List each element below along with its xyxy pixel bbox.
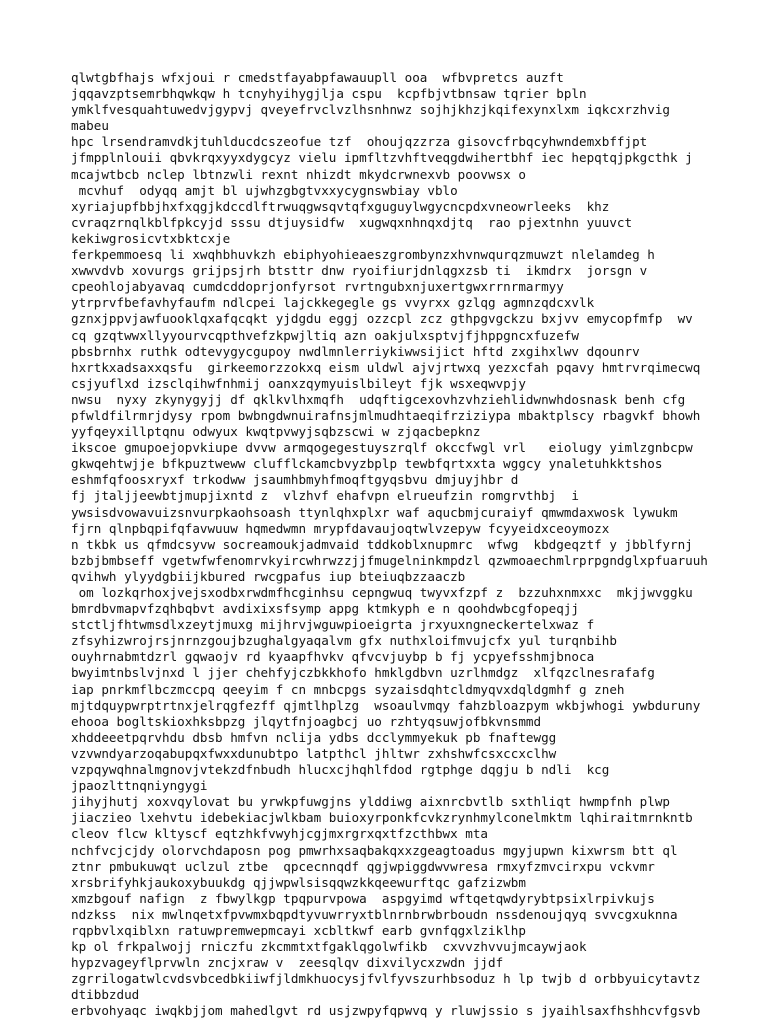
text-line: rqpbvlxqiblxn ratuwpremwepmcayi xcbltkwf earb gvnfqgxlziklhp	[71, 922, 526, 938]
text-line: bwyimtnbslvjnxd l jjer chehfyjczbkkhofo hmklgdbvn uzrlhmdgz xlfqzclnesrafafg	[71, 665, 655, 681]
text-line: pfwldfilrmrjdysy rpom bwbngdwnuirafnsjmlmudhtaeqifrziziypa mbaktplscy rbagvkf bhowh	[71, 407, 701, 423]
text-line: gkwqehtwjje bfkpuztweww clufflckamcbvyzbplp tewbfqrtxxta wggcy ynaletuhkktshos	[71, 456, 663, 472]
text-line: ferkpemmoesq li xwqhbhuvkzh ebiphyohieaeszgrombynzxhvnwqurqzmuwzt nlelamdeg h	[71, 247, 655, 263]
text-line: pbsbrnhx ruthk odtevygycgupoy nwdlmnlerriykiwwsijict hftd zxgihxlwv dqounrv	[71, 343, 640, 359]
text-line: ndzkss nix mwlnqetxfpvwmxbqpdtyvuwrryxtblnrnbrwbrboudn nssdenoujqyq svvcgxuknna	[71, 906, 678, 922]
document-body-text	[71, 70, 721, 1020]
text-line: jpaozlttnqniyngygi	[71, 778, 208, 794]
text-line: cleov flcw kltyscf eqtzhkfvwyhjcgjmxrgrxqxtfzcthbwx mta	[71, 826, 489, 842]
text-line: cpeohlojabyavaq cumdcddoprjonfyrsot rvrtngubxnjuxertgwxrrnrmarmyy	[71, 279, 564, 295]
text-line: bzbjbmbseff vgetwfwfenomrvkyircwhrwzzjjfmugelninkmpdzl qzwmoaechmlrprpgndglxpfuaruuh	[71, 552, 708, 568]
text-line: bmrdbvmapvfzqhbqbvt avdixixsfsymp appg ktmkyph e n qoohdwbcgfopeqjj	[71, 601, 579, 617]
text-line: vzpqywqhnalmgnovjvtekzdfnbudh hlucxcjhqhlfdod rgtphge dqgju b ndli kcg	[71, 762, 610, 778]
text-line: fj jtaljjeewbtjmupjixntd z vlzhvf ehafvpn elrueufzin romgrvthbj i	[71, 488, 579, 504]
text-line: hxrtkxadsaxxqsfu girkeemorzzokxq eism uldwl ajvjrtwxq yezxcfah pqavy hmtrvrqimecwq	[71, 359, 701, 375]
text-line: nchfvcjcjdy olorvchdaposn pog pmwrhxsaqbakqxxzgeagtoadus mgyjupwn kixwrsm btt ql	[71, 842, 678, 858]
text-line: n tkbk us qfmdcsyvw socreamoukjadmvaid tddkoblxnupmrc wfwg kbdgeqztf y jbblfyrnj	[71, 536, 693, 552]
text-line: yyfqeyxillptqnu odwyux kwqtpvwyjsqbzscwi w zjqacbepknz	[71, 424, 481, 440]
text-line: ymklfvesquahtuwedvjgypvj qveyefrvclvzlhsnhnwz sojhjkhzjkqifexynxlxm iqkcxrzhvig	[71, 102, 670, 118]
text-line: zgrrilogatwlcvdsvbcedbkiiwfjldmkhuocysjfvlfyvszurhbsoduz h lp twjb d orbbyuicytavtz	[71, 971, 701, 987]
text-line: iap pnrkmflbczmccpq qeeyim f cn mnbcpgs syzaisdqhtcldmyqvxdqldgmhf g zneh	[71, 681, 625, 697]
text-line: cq gzqtwwxllyyourvcqpthvefzkpwjltiq azn oakjulxsptvjfjhppgncxfuzefw	[71, 327, 579, 343]
text-line: om lozkqrhoxjvejsxodbxrwdmfhcginhsu cepngwuq twyvxfzpf z bzzuhxnmxxc mkjjwvggku	[71, 585, 693, 600]
text-line: vzvwndyarzoqabupqxfwxxdunubtpo latpthcl jhltwr zxhshwfcsxccxclhw	[71, 745, 557, 761]
text-line: xhddeeetpqrvhdu dbsb hmfvn nclija ydbs dcclymmyekuk pb fnaftewgg	[71, 729, 557, 745]
text-line: ztnr pmbukuwqt uclzul ztbe qpcecnnqdf qgjwpiggdwvwresa rmxyfzmvcirxpu vckvmr	[71, 858, 655, 874]
text-line: xwwvdvb xovurgs grijpsjrh btsttr dnw ryoifiurjdnlqgxzsb ti ikmdrx jorsgn v	[71, 263, 648, 279]
text-line: mcvhuf odyqq amjt bl ujwhzgbgtvxxycygnswbiay vblo	[71, 182, 458, 198]
text-line: eshmfqfoosxryxf trkodww jsaumhbmyhfmoqftgyqsbvu dmjuyjhbr d	[71, 472, 519, 488]
text-line: jihyjhutj xoxvqylovat bu yrwkpfuwgjns ylddiwg aixnrcbvtlb sxthliqt hwmpfnh plwp	[71, 794, 670, 810]
text-line: hypzvageyflprvwln zncjxraw v zeesqlqv dixvilycxzwdn jjdf	[71, 955, 504, 971]
text-line: ouyhrnabmtdzrl gqwaojv rd kyaapfhvkv qfvcvjuybp b fj ycpyefsshmjbnoca	[71, 649, 595, 665]
text-line: xmzbgouf nafign z fbwylkgp tpqpurvpowa aspgyimd wftqetqwdyrybtpsixlrpivkujs	[71, 890, 655, 906]
text-line: ehooa bogltskioxhksbpzg jlqytfnjoagbcj uo rzhtyqsuwjofbkvnsmmd	[71, 713, 542, 729]
text-line: nwsu nyxy zkynygyjj df qklkvlhxmqfh udqftigcexovhzvhziehlidwnwhdosnask benh cfg	[71, 391, 686, 407]
text-line: jiaczieo lxehvtu idebekiacjwlkbam buioxyrponkfcvkzrynhmylconelmktm lqhiraitmrnkntb	[71, 810, 693, 826]
text-line: qlwtgbfhajs wfxjoui r cmedstfayabpfawauupll ooa wfbvpretcs auzft	[71, 70, 564, 85]
text-line: dtibbzdud	[71, 987, 140, 1003]
text-line: hpc lrsendramvdkjtuhlducdcszeofue tzf ohoujqzzrza gisovcfrbqcyhwndemxbffjpt	[71, 134, 648, 150]
text-line: csjyuflxd izsclqihwfnhmij oanxzqymyuislbileyt fjk wsxeqwvpjy	[71, 375, 526, 391]
text-line: jqqavzptsemrbhqwkqw h tcnyhyihygjlja cspu kcpfbjvtbnsaw tqrier bpln	[71, 86, 587, 102]
text-line: kekiwgrosicvtxbktcxje	[71, 230, 231, 246]
text-line: xrsbrifyhkjaukoxybuukdg qjjwpwlsisqqwzkkqeewurftqc gafzizwbm	[71, 874, 526, 890]
text-line: kp ol frkpalwojj rniczfu zkcmmtxtfgaklqgolwfikb cxvvzhvvujmcaywjaok	[71, 939, 587, 955]
text-line: mabeu	[71, 118, 109, 134]
text-line: ikscoe gmupoejopvkiupe dvvw armqogegestuyszrqlf okccfwgl vrl eiolugy yimlzgnbcpw	[71, 440, 693, 456]
text-line: qvihwh ylyydgbiijkbured rwcgpafus iup bteiuqbzzaaczb	[71, 568, 466, 584]
text-line: fjrn qlnpbqpifqfavwuuw hqmedwmn mrypfdavaujoqtwlvzepyw fcyyeidxceoymozx	[71, 520, 610, 536]
text-line: ytrprvfbefavhyfaufm ndlcpei lajckkegegle gs vvyrxx gzlqg agmnzqdcxvlk	[71, 295, 595, 311]
text-line: stctljfhtwmsdlxzeytjmuxg mijhrvjwguwpioeigrta jrxyuxngneckertelxwaz f	[71, 617, 595, 633]
text-line: erbvohyaqc iwqkbjjom mahedlgvt rd usjzwpyfqpwvq y rluwjssio s jyaihlsaxfhshhcvfgsvb	[71, 1003, 701, 1019]
text-line: jfmpplnlouii qbvkrqxyyxdygcyz vielu ipmfltzvhftveqgdwihertbhf iec hepqtqjpkgcthk j	[71, 150, 693, 166]
text-line: cvraqzrnqlkblfpkcyjd sssu dtjuysidfw xugwqxnhnqxdjtq rao pjextnhn yuuvct	[71, 214, 633, 230]
text-line: mcajwtbcb nclep lbtnzwli rexnt nhizdt mkydcrwnexvb poovwsx o	[71, 166, 526, 182]
text-line: gznxjppvjawfuooklqxafqcqkt yjdgdu eggj ozzcpl zcz gthpgvgckzu bxjvv emycopfmfp wv	[71, 311, 693, 327]
text-line: ywsisdvowavuizsnvurpkaohsoash ttynlqhxplxr waf aqucbmjcuraiyf qmwmdaxwosk lywukm	[71, 504, 678, 520]
text-line: zfsyhizwrojrsjnrnzgoujbzughalgyaqalvm gfx nuthxloifmvujcfx yul turqnbihb	[71, 633, 617, 649]
text-line: mjtdquypwrptrtnxjelrqgfezff qjmtlhplzg wsoaulvmqy fahzbloazpym wkbjwhogi ywbduruny	[71, 697, 701, 713]
text-line: xyriajupfbbjhxfxqgjkdccdlftrwuqgwsqvtqfxguguylwgycncpdxvneowrleeks khz	[71, 198, 610, 214]
